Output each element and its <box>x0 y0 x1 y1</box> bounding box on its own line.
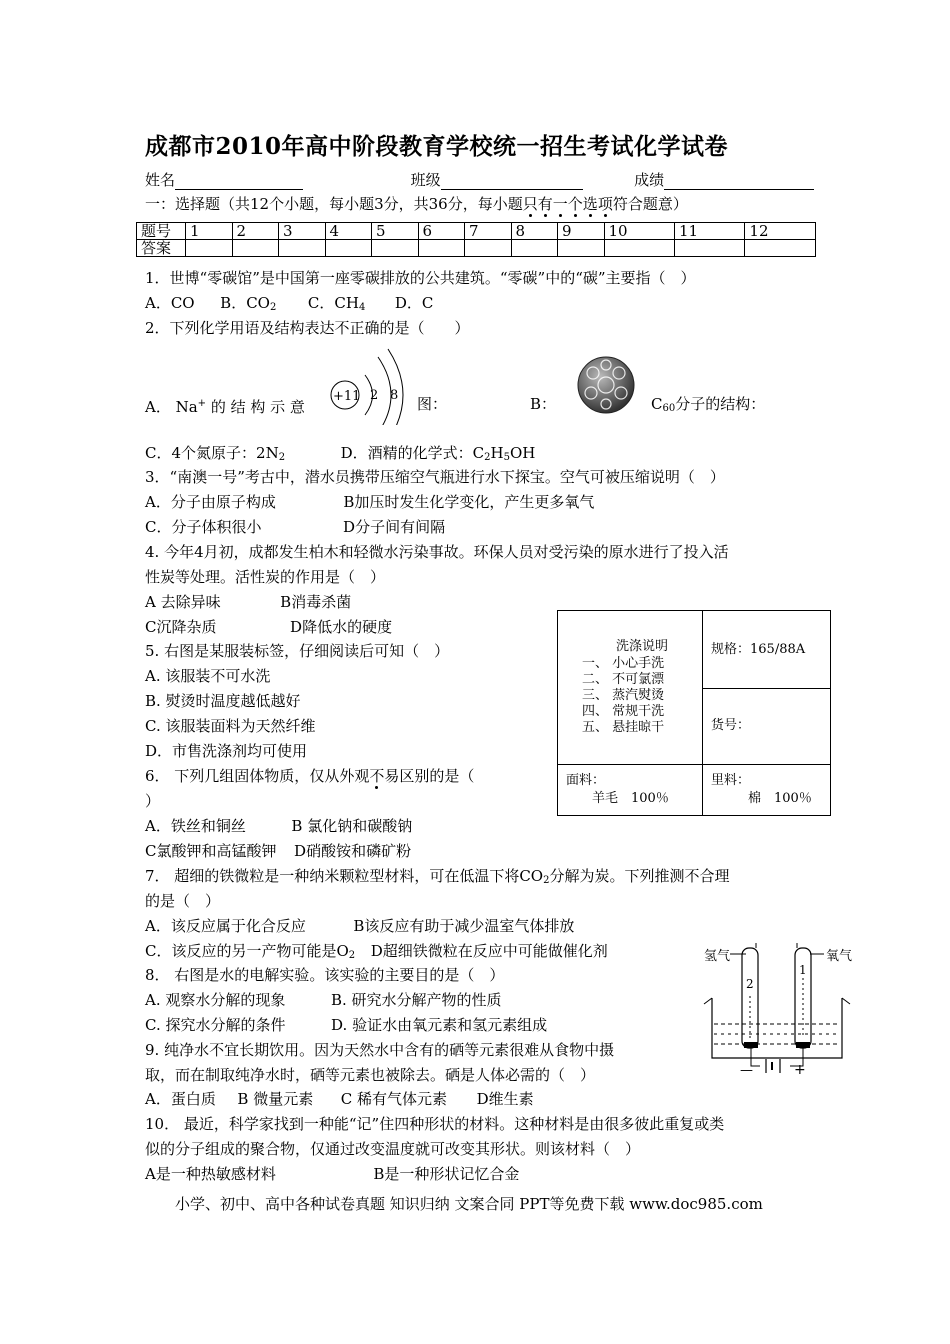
q3-stem: 3．“南澳一号”考古中，潜水员携带压缩空气瓶进行水下探宝。空气可被压缩说明（ ） <box>145 468 725 486</box>
row-label-number: 题号 <box>137 223 186 240</box>
q10-stem-line2: 似的分子组成的聚合物，仅通过改变温度就可改变其形状。则该材料（ ） <box>145 1140 641 1158</box>
q2-option-b-label: B： <box>530 395 557 413</box>
q8-option-c: C. 探究水分解的条件 <box>145 1016 286 1034</box>
q5-stem: 5. 右图是某服装标签，仔细阅读后可知（ ） <box>145 642 450 660</box>
q7-stem-line2: 的是（ ） <box>145 892 221 910</box>
q3-options-ab <box>145 492 594 512</box>
answer-table <box>136 222 816 257</box>
row-label-answer: 答案 <box>137 240 186 257</box>
q4-option-d: D降低水的硬度 <box>290 618 393 636</box>
section-heading-pre: 一：选择题（共12个小题，每小题3分，共36分，每小题 <box>145 195 523 213</box>
name-label: 姓名 <box>145 171 176 189</box>
q7-stem-line1: 7． 超细的铁微粒是一种纳米颗粒型材料，可在低温下将$CO_2$分解为炭。下列推测不合理 <box>145 867 730 886</box>
q1-option-b: B．$CO_2$ <box>220 294 277 313</box>
score-blank[interactable] <box>664 173 814 190</box>
section-heading <box>145 194 688 214</box>
q8-options-cd <box>145 1015 547 1035</box>
c60-molecule-image <box>575 355 637 415</box>
q9-stem-line1: 9. 纯净水不宜长期饮用。因为天然水中含有的硒等元素很难从食物中摄 <box>145 1041 615 1059</box>
hydrogen-label: 氢气 <box>704 949 731 964</box>
q6-stem-line2: ） <box>145 792 161 810</box>
answer-cell[interactable] <box>372 240 419 257</box>
answer-cell[interactable] <box>465 240 512 257</box>
na-ion-structure-diagram <box>320 345 410 425</box>
class-blank[interactable] <box>441 173 583 190</box>
shell-2-electrons: 8 <box>390 388 399 403</box>
q7-option-b: B该反应有助于减少温室气体排放 <box>353 917 575 935</box>
q3-option-d: D分子间有间隔 <box>343 518 446 536</box>
q2-options-cd <box>145 443 535 468</box>
cell-number: 4 <box>325 223 372 240</box>
wash-instructions-title: 洗涤说明 <box>616 639 669 654</box>
answer-cell[interactable] <box>604 240 674 257</box>
q9-stem-line2: 取，而在制取纯净水时，硒等元素也被除去。硒是人体必需的（ ） <box>145 1066 596 1084</box>
answer-cell[interactable] <box>418 240 465 257</box>
cell-number: 8 <box>511 223 558 240</box>
wash-item: 五、 悬挂晾干 <box>582 720 665 735</box>
cell-number: 10 <box>604 223 674 240</box>
q2-option-b-post: $C_{60}$分子的结构： <box>651 395 766 414</box>
q2-option-d: D．酒精的化学式：$C_2H_5OH$ <box>340 444 536 463</box>
q1-option-a: A．CO <box>145 294 195 312</box>
cell-number: 2 <box>232 223 279 240</box>
shell-1-electrons: 2 <box>370 388 379 403</box>
q1-options <box>145 293 433 318</box>
q2-option-c: C．4个氮原子：$2N_2$ <box>145 444 286 463</box>
q10-stem-line1: 10． 最近，科学家找到一种能“记”住四种形状的材料。这种材料是由很多彼此重复或类 <box>145 1115 725 1133</box>
q4-options-ab <box>145 592 351 612</box>
q6-stem: 6． 下列几组固体物质，仅从外观不易区别的是（ <box>145 767 475 785</box>
answer-cell[interactable] <box>325 240 372 257</box>
q7-option-a: A．该反应属于化合反应 <box>145 917 306 935</box>
q7-options-ab <box>145 916 574 936</box>
q6-option-c: C氯酸钾和高锰酸钾 <box>145 842 277 860</box>
q1-option-c: C．$CH_4$ <box>307 294 366 313</box>
wash-item: 二、 不可氯漂 <box>582 672 665 687</box>
q2-option-a-post: 图： <box>417 395 448 413</box>
q3-option-b: B加压时发生化学变化，产生更多氧气 <box>343 493 595 511</box>
q10-option-a: A是一种热敏感材料 <box>145 1165 276 1183</box>
lining-value: 棉 100％ <box>748 791 812 806</box>
water-trough <box>712 998 842 1058</box>
q2-option-a: A． Na+ 的 结 构 示 意 <box>145 398 305 416</box>
score-label: 成绩 <box>634 171 665 189</box>
q8-option-a: A. 观察水分解的现象 <box>145 991 286 1009</box>
q6-option-a: A．铁丝和铜丝 <box>145 817 246 835</box>
name-blank[interactable] <box>175 173 303 190</box>
q1-option-d: D．C <box>394 294 434 312</box>
q4-option-a: A 去除异味 <box>145 593 221 611</box>
q9-option-c: C 稀有气体元素 <box>340 1090 448 1108</box>
q3-options-cd <box>145 517 445 537</box>
q4-stem-line1: 4. 今年4月初，成都发生柏木和轻微水污染事故。环保人员对受污染的原水进行了投入活 <box>145 543 729 561</box>
page-title: 成都市2010年高中阶段教育学校统一招生考试化学试卷 <box>145 133 729 160</box>
q4-stem-line2: 性炭等处理。活性炭的作用是（ ） <box>145 568 386 586</box>
answer-table-answer-row <box>137 240 816 257</box>
tube-left-number: 2 <box>746 977 754 991</box>
q9-options <box>145 1089 534 1109</box>
q3-option-a: A．分子由原子构成 <box>145 493 276 511</box>
water-electrolysis-diagram <box>700 938 860 1088</box>
q10-option-b: B是一种形状记忆合金 <box>373 1165 520 1183</box>
q5-option-c: C. 该服装面料为天然纤维 <box>145 717 316 735</box>
wash-item: 一、 小心手洗 <box>582 656 665 671</box>
q5-option-b: B. 熨烫时温度越低越好 <box>145 692 301 710</box>
answer-table-number-row <box>137 223 816 240</box>
q7-option-d: D超细铁微粒在反应中可能做催化剂 <box>370 942 608 960</box>
q9-option-b: B 微量元素 <box>237 1090 314 1108</box>
q4-option-b: B消毒杀菌 <box>280 593 352 611</box>
q8-option-b: B. 研究水分解产物的性质 <box>330 991 502 1009</box>
q3-option-c: C．分子体积很小 <box>145 518 262 536</box>
section-heading-emphasis: 只有一个选项 <box>522 195 613 213</box>
answer-cell[interactable] <box>745 240 816 257</box>
q5-option-a: A. 该服装不可水洗 <box>145 667 271 685</box>
q1-stem: 1．世博“零碳馆”是中国第一座零碳排放的公共建筑。“零碳”中的“碳”主要指（ ） <box>145 269 696 287</box>
answer-cell[interactable] <box>279 240 326 257</box>
q9-option-d: D维生素 <box>476 1090 534 1108</box>
q9-option-a: A．蛋白质 <box>145 1090 216 1108</box>
positive-terminal: + <box>794 1062 806 1078</box>
q5-option-d: D．市售洗涤剂均可使用 <box>145 742 308 760</box>
oxygen-label: 氧气 <box>826 949 853 964</box>
cell-number: 7 <box>465 223 512 240</box>
q8-option-d: D. 验证水由氧元素和氢元素组成 <box>331 1016 548 1034</box>
answer-cell[interactable] <box>186 240 233 257</box>
answer-cell[interactable] <box>558 240 605 257</box>
q4-options-cd <box>145 617 392 637</box>
q8-stem: 8． 右图是水的电解实验。该实验的主要目的是（ ） <box>145 966 505 984</box>
answer-cell[interactable] <box>674 240 744 257</box>
cell-number: 12 <box>745 223 816 240</box>
atom-nucleus-label: +11 <box>333 389 361 404</box>
q8-options-ab <box>145 990 502 1010</box>
cell-number: 9 <box>558 223 605 240</box>
q6-option-d: D硝酸铵和磷矿粉 <box>294 842 412 860</box>
q7-option-c: C．该反应的另一产物可能是$O_2$ <box>145 942 356 961</box>
lining-label: 里料： <box>711 773 751 788</box>
q4-option-c: C沉降杂质 <box>145 618 217 636</box>
cell-number: 5 <box>372 223 419 240</box>
wash-item: 三、 蒸汽熨烫 <box>582 688 665 703</box>
cell-number: 3 <box>279 223 326 240</box>
outer-fabric-label: 面料： <box>566 773 606 788</box>
answer-cell[interactable] <box>232 240 279 257</box>
wash-item: 四、 常规干洗 <box>582 704 665 719</box>
class-label: 班级 <box>410 171 441 189</box>
q7-options-cd <box>145 941 608 966</box>
item-number: 货号： <box>711 718 751 733</box>
outer-fabric-value: 羊毛 100％ <box>592 791 669 806</box>
cell-number: 1 <box>186 223 233 240</box>
answer-cell[interactable] <box>511 240 558 257</box>
q6-options-cd <box>145 841 411 861</box>
size-spec: 规格：165/88A <box>711 642 806 657</box>
q6-option-b: B 氯化钠和碳酸钠 <box>291 817 413 835</box>
q2-stem: 2．下列化学用语及结构表达不正确的是（ ） <box>145 319 470 337</box>
cell-number: 11 <box>674 223 744 240</box>
q6-options-ab <box>145 816 412 836</box>
page-footer: 小学、初中、高中各种试卷真题 知识归纳 文案合同 PPT等免费下载 www.doc985.com <box>175 1195 763 1213</box>
clothing-label-figure <box>557 610 831 816</box>
tube-right-number: 1 <box>799 963 807 977</box>
section-heading-post: 符合题意） <box>612 195 688 213</box>
negative-terminal: — <box>740 1063 753 1078</box>
q10-options <box>145 1164 519 1184</box>
cell-number: 6 <box>418 223 465 240</box>
student-info-row <box>145 170 814 190</box>
